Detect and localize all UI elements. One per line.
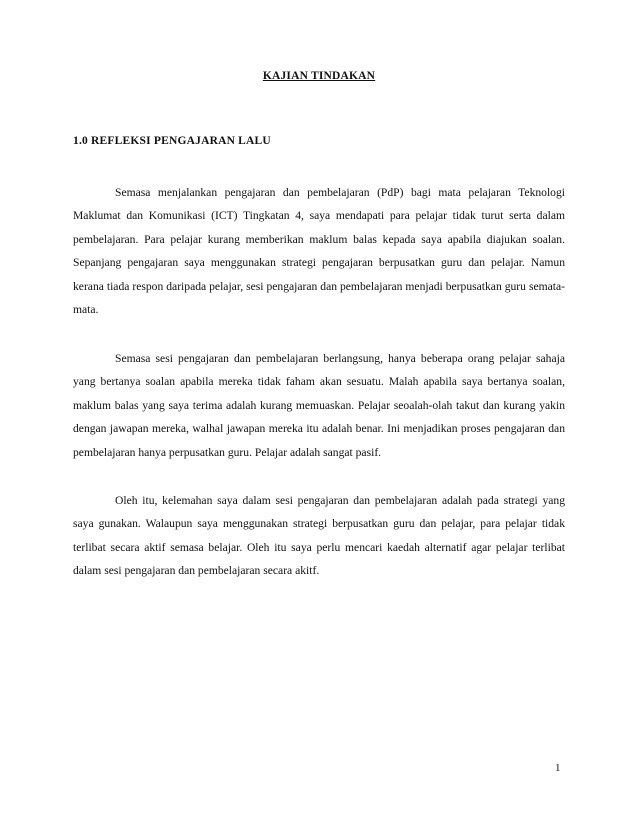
page-number: 1 (555, 762, 561, 774)
paragraph-1: Semasa menjalankan pengajaran dan pembelajaran (PdP) bagi mata pelajaran Teknologi Maklumat dan Komunikasi (ICT) Tingkatan 4, saya mendapati para pelajar tidak turut serta dalam pembelajaran. Para pelajar kurang memberikan maklum balas kepada saya apabila diajukan soalan. Sepanjang pengajaran saya menggunakan strategi pengajaran berpusatkan guru dan pelajar. Namun kerana tiada respon daripada pelajar, sesi pengajaran dan pembelajaran menjadi berpusatkan guru semata-mata. (73, 186, 565, 317)
document-title: KAJIAN TINDAKAN (262, 70, 376, 82)
paragraph-3: Oleh itu, kelemahan saya dalam sesi pengajaran dan pembelajaran adalah pada strategi yang saya gunakan. Walaupun saya menggunakan strategi berpusatkan guru dan pelajar, para pelajar tidak terlibat secara aktif semasa belajar. Oleh itu saya perlu mencari kaedah alternatif agar pelajar terlibat dalam sesi pengajaran dan pembelajaran secara akitf. (73, 494, 565, 578)
section-heading: 1.0 REFLEKSI PENGAJARAN LALU (73, 135, 271, 147)
paragraph-2: Semasa sesi pengajaran dan pembelajaran berlangsung, hanya beberapa orang pelajar sahaja yang bertanya soalan apabila mereka tidak faham akan sesuatu. Malah apabila saya bertanya soalan, maklum balas yang saya terima adalah kurang memuaskan. Pelajar seoalah-olah takut dan kurang yakin dengan jawapan mereka, walhal jawapan mereka itu adalah benar. Ini menjadikan proses pengajaran dan pembelajaran hanya perpusatkan guru. Pelajar adalah sangat pasif. (73, 352, 565, 459)
